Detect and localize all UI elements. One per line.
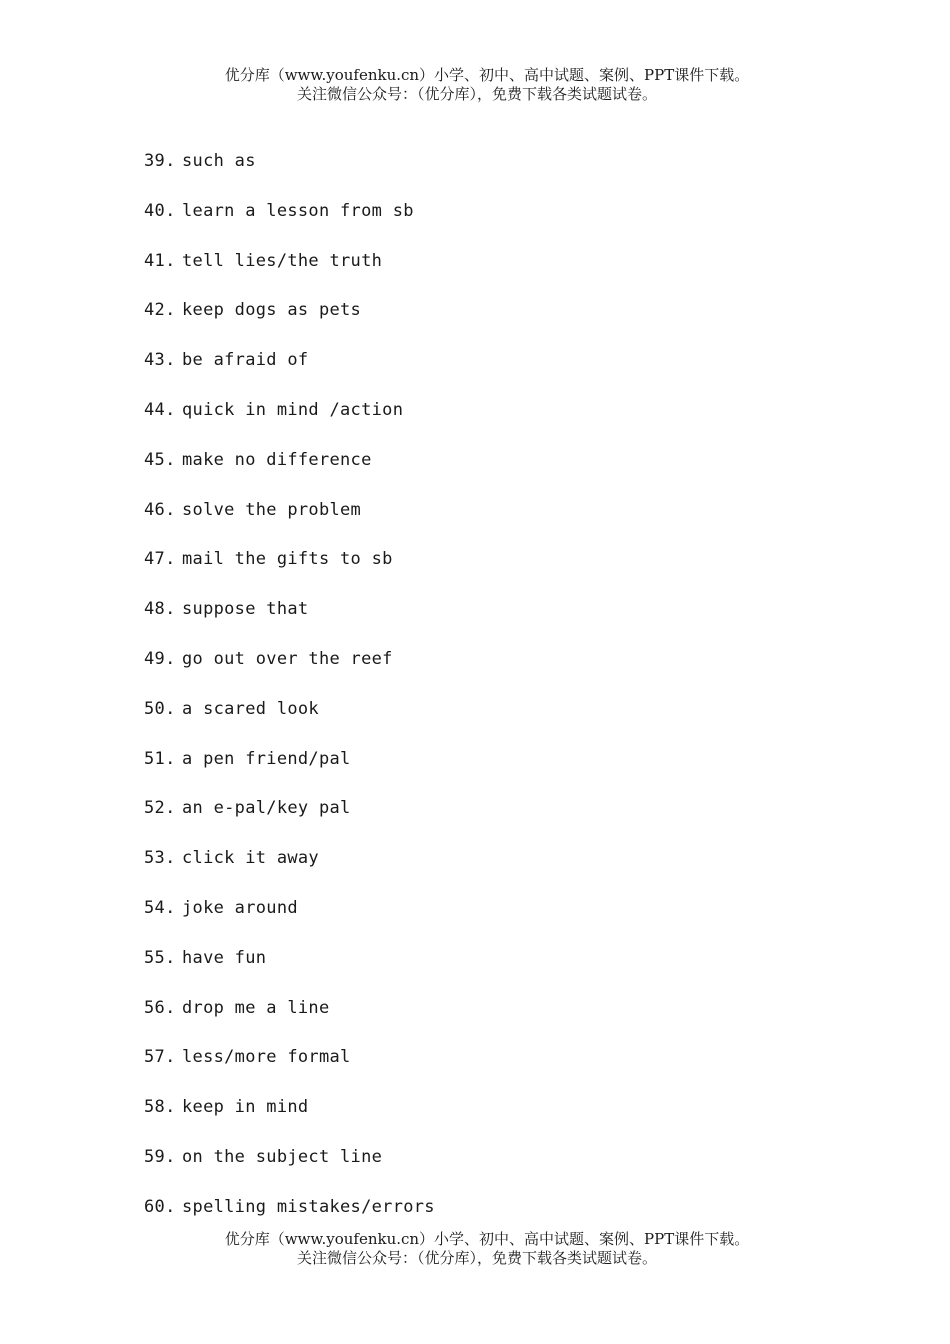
item-number: 58.: [144, 1097, 176, 1118]
item-number: 42.: [144, 300, 176, 321]
item-phrase: make no difference: [182, 449, 372, 470]
header-banner: [0, 66, 950, 104]
item-number: 41.: [144, 250, 176, 271]
list-item: [144, 748, 435, 798]
item-number: 55.: [144, 947, 176, 968]
list-item: [144, 250, 435, 300]
footer-line-2: 关注微信公众号：（优分库），免费下载各类试题试卷。: [296, 1249, 657, 1267]
header-line-1: 优分库（www.youfenku.cn）小学、初中、高中试题、案例、PPT课件下载。: [224, 66, 750, 84]
list-item: [144, 997, 435, 1047]
list-item: [144, 947, 435, 997]
header-line-2: 关注微信公众号：（优分库），免费下载各类试题试卷。: [296, 85, 657, 103]
item-number: 51.: [144, 748, 176, 769]
item-phrase: a scared look: [182, 698, 319, 719]
item-number: 45.: [144, 449, 176, 470]
list-item: [144, 349, 435, 399]
item-phrase: learn a lesson from sb: [182, 200, 414, 221]
item-number: 60.: [144, 1196, 176, 1217]
list-item: [144, 897, 435, 947]
list-item: [144, 1046, 435, 1096]
list-item: [144, 648, 435, 698]
list-item: [144, 548, 435, 598]
item-phrase: such as: [182, 151, 256, 171]
list-item: [144, 200, 435, 250]
item-phrase: joke around: [182, 897, 298, 918]
item-number: 44.: [144, 399, 176, 420]
list-item: [144, 598, 435, 648]
item-number: 53.: [144, 848, 176, 869]
list-item: [144, 797, 435, 847]
item-phrase: quick in mind /action: [182, 399, 404, 420]
item-phrase: be afraid of: [182, 350, 309, 371]
item-phrase: tell lies/the truth: [182, 250, 383, 271]
item-number: 46.: [144, 499, 176, 520]
list-item: [144, 698, 435, 748]
footer-banner: [0, 1230, 950, 1268]
item-phrase: on the subject line: [182, 1146, 383, 1167]
item-number: 57.: [144, 1047, 176, 1068]
item-number: 50.: [144, 698, 176, 719]
list-item: [144, 150, 435, 200]
item-number: 52.: [144, 798, 176, 819]
item-phrase: have fun: [182, 947, 267, 968]
item-number: 43.: [144, 350, 176, 371]
list-item: [144, 847, 435, 897]
item-phrase: less/more formal: [182, 1047, 351, 1068]
item-phrase: solve the problem: [182, 499, 362, 520]
item-phrase: spelling mistakes/errors: [182, 1196, 435, 1217]
list-item: [144, 449, 435, 499]
list-item: [144, 1096, 435, 1146]
item-phrase: go out over the reef: [182, 648, 393, 669]
item-phrase: an e-pal/key pal: [182, 798, 351, 819]
item-number: 54.: [144, 897, 176, 918]
item-number: 48.: [144, 599, 176, 620]
item-phrase: keep in mind: [182, 1097, 309, 1118]
footer-line-1: 优分库（www.youfenku.cn）小学、初中、高中试题、案例、PPT课件下载。: [224, 1230, 750, 1248]
item-phrase: mail the gifts to sb: [182, 549, 393, 570]
item-number: 39.: [144, 151, 176, 171]
list-item: [144, 1146, 435, 1196]
item-phrase: keep dogs as pets: [182, 300, 362, 321]
list-item: [144, 299, 435, 349]
list-item: [144, 499, 435, 549]
item-number: 56.: [144, 997, 176, 1018]
phrase-list: [144, 150, 435, 1246]
item-number: 47.: [144, 549, 176, 570]
item-number: 49.: [144, 648, 176, 669]
item-number: 59.: [144, 1146, 176, 1167]
item-phrase: a pen friend/pal: [182, 748, 351, 769]
item-phrase: suppose that: [182, 599, 309, 620]
list-item: [144, 399, 435, 449]
item-phrase: click it away: [182, 848, 319, 869]
item-phrase: drop me a line: [182, 997, 330, 1018]
item-number: 40.: [144, 200, 176, 221]
